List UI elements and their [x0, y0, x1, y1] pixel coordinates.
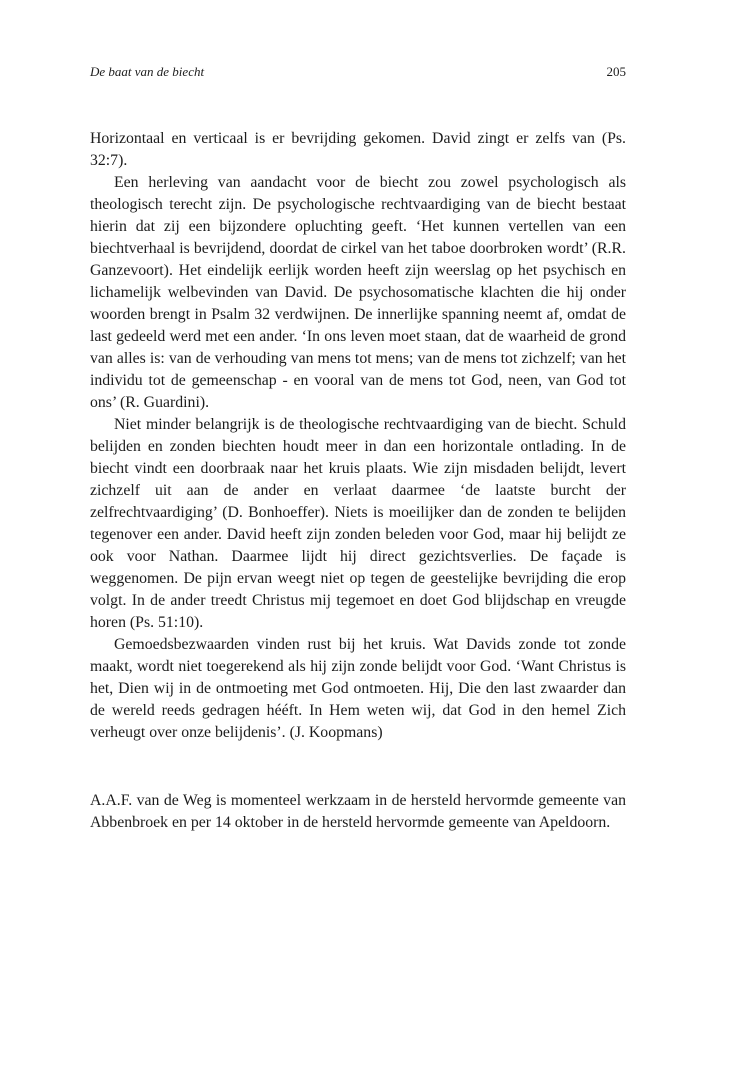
paragraph-2: Een herleving van aandacht voor de biecht zou zowel psychologisch als theologisch terecht zijn. De psychologische rechtvaardiging van de biecht bestaat hierin dat zij een bijzondere opluchting geeft. ‘Het kunnen vertellen van een biechtverhaal is bevrijdend, doordat de cirkel van het taboe doorbroken wordt’ (R.R. Ganzevoort). Het eindelijk eerlijk worden heeft zijn weerslag op het psychisch en lichamelijk welbevinden van David. De psychosomatische klachten die hij onder woorden brengt in Psalm 32 verdwijnen. De innerlijke spanning neemt af, omdat de last gedeeld werd met een ander. ‘In ons leven moet staan, dat de waarheid de grond van alles is: van de verhouding van mens tot mens; van de mens tot zichzelf; van het individu tot de gemeenschap - en vooral van de mens tot God, neen, van God tot ons’ (R. Guardini).: [90, 174, 626, 411]
article-body: [90, 128, 626, 744]
paragraph-1: Horizontaal en verticaal is er bevrijding gekomen. David zingt er zelfs van (Ps. 32:7).: [90, 130, 626, 169]
page-number: 205: [606, 64, 626, 79]
running-header: [90, 64, 626, 82]
paragraph-3: Niet minder belangrijk is de theologische rechtvaardiging van de biecht. Schuld belijden en zonden biechten houdt meer in dan een horizontale ontlading. In de biecht vindt een doorbraak naar het kruis plaats. Wie zijn misdaden belijdt, levert zichzelf uit aan de ander en verlaat daarmee ‘de laatste burcht der zelfrechtvaardiging’ (D. Bonhoeffer). Niets is moeilijker dan de zonden te belijden tegenover een ander. David heeft zijn zonden beleden voor God, maar hij belijdt ze ook voor Nathan. Daarmee lijdt hij direct gezichtsverlies. De façade is weggenomen. De pijn ervan weegt niet op tegen de geestelijke bevrijding die erop volgt. In de ander treedt Christus mij tegemoet en doet God blijdschap en vreugde horen (Ps. 51:10).: [90, 416, 626, 631]
running-title: De baat van de biecht: [90, 64, 205, 79]
author-note: A.A.F. van de Weg is momenteel werkzaam in de hersteld hervormde gemeente van Abbenbroek en per 14 oktober in de hersteld hervormde gemeente van Apeldoorn.: [90, 792, 626, 831]
paragraph-4: Gemoedsbezwaarden vinden rust bij het kruis. Wat Davids zonde tot zonde maakt, wordt niet toegerekend als hij zijn zonde belijdt voor God. ‘Want Christus is het, Dien wij in de ontmoeting met God ontmoeten. Hij, Die den last zwaarder dan de wereld reeds gedragen hééft. In Hem weten wij, dat God in den hemel Zich verheugt over onze belijdenis’. (J. Koopmans): [90, 636, 626, 741]
